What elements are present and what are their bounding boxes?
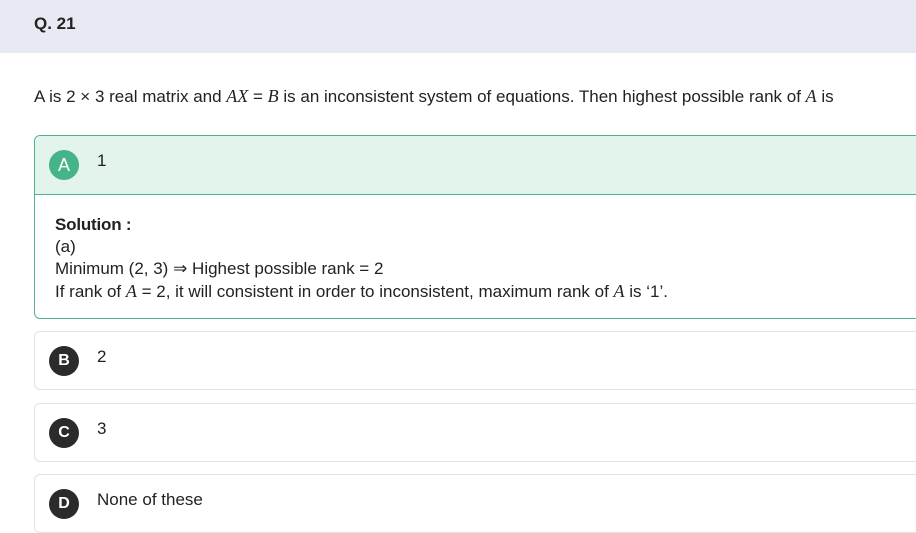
question-header xyxy=(0,0,916,53)
option-a-text: 1 xyxy=(97,151,107,170)
option-a-badge: A xyxy=(49,150,79,180)
option-a-header[interactable] xyxy=(35,136,916,195)
option-c-badge: C xyxy=(49,418,79,448)
option-c-text: 3 xyxy=(97,419,107,438)
question-text-part2: is an inconsistent system of equations. Then highest possible rank of xyxy=(278,87,806,106)
option-b[interactable] xyxy=(34,331,916,390)
option-d-badge: D xyxy=(49,489,79,519)
solution-line1: Minimum (2, 3) ⇒ Highest possible rank = 2 xyxy=(55,259,384,278)
option-a[interactable] xyxy=(34,135,916,319)
option-b-badge: B xyxy=(49,346,79,376)
solution-title: Solution : xyxy=(55,215,132,234)
question-text-part1: A is 2 × 3 real matrix and xyxy=(34,87,227,106)
solution-line2-part3: is ‘1’. xyxy=(624,282,669,301)
var-b: B xyxy=(267,86,279,106)
var-ax: AX xyxy=(226,86,249,106)
solution-var-a: A xyxy=(125,281,137,301)
solution-line2-part1: If rank of xyxy=(55,282,126,301)
solution-block xyxy=(55,214,668,303)
solution-line2-part2: = 2, it will consistent in order to inconsistent, maximum rank of xyxy=(136,282,614,301)
option-d[interactable] xyxy=(34,474,916,533)
question-number: Q. 21 xyxy=(34,14,76,33)
question-text xyxy=(34,86,834,107)
option-c[interactable] xyxy=(34,403,916,462)
option-d-text: None of these xyxy=(97,490,203,509)
solution-line2 xyxy=(55,280,668,303)
solution-answer: (a) xyxy=(55,237,76,256)
question-text-part3: is xyxy=(816,87,834,106)
var-a: A xyxy=(805,86,817,106)
solution-var-a2: A xyxy=(613,281,625,301)
option-b-text: 2 xyxy=(97,347,107,366)
equals-sign: = xyxy=(248,87,268,106)
